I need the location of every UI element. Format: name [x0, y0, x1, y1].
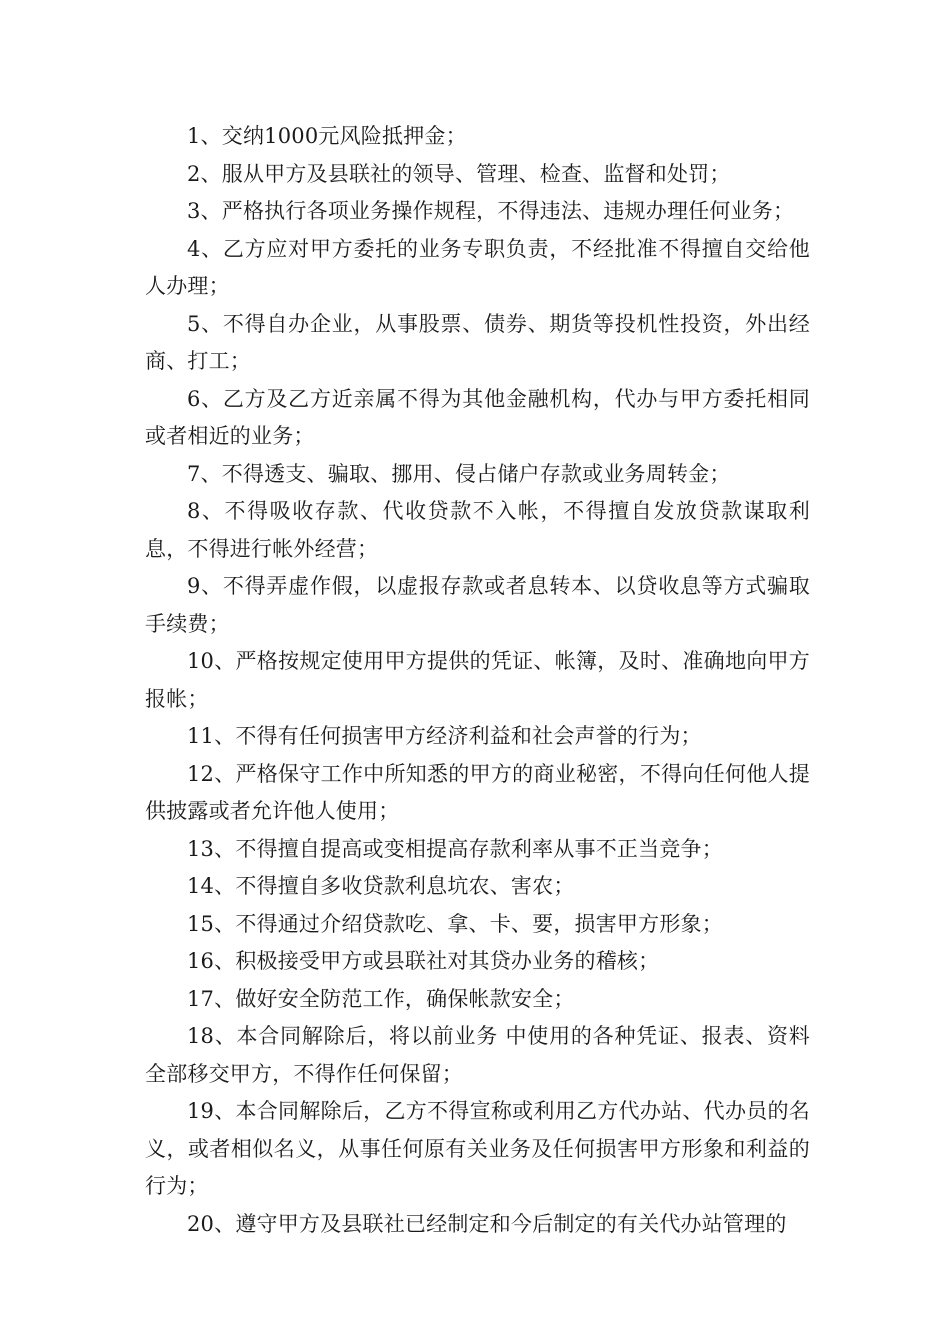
- clause-1: 1、交纳1000元风险抵押金；: [187, 124, 467, 148]
- clause-16: 16、积极接受甲方或县联社对其贷办业务的稽核；: [187, 949, 660, 973]
- clause-3: 3、严格执行各项业务操作规程，不得违法、违规办理任何业务；: [187, 199, 795, 223]
- clause-5: 5、不得自办企业，从事股票、债券、期货等投机性投资，外出经商、打工；: [145, 311, 810, 373]
- clause-12: 12、严格保守工作中所知悉的甲方的商业秘密，不得向任何他人提供披露或者允许他人使用；: [145, 761, 810, 823]
- clause-2: 2、服从甲方及县联社的领导、管理、检查、监督和处罚；: [187, 161, 731, 186]
- clause-10: 10、严格按规定使用甲方提供的凭证、帐簿，及时、准确地向甲方报帐；: [145, 649, 810, 711]
- document-body: [145, 118, 810, 1243]
- clause-18: 18、本合同解除后，将以前业务 中使用的各种凭证、报表、资料全部移交甲方，不得作任何保留；: [145, 1024, 810, 1086]
- clause-7: 7、不得透支、骗取、挪用、侵占储户存款或业务周转金；: [187, 461, 731, 486]
- clause-11: 11、不得有任何损害甲方经济利益和社会声誉的行为；: [187, 724, 702, 748]
- clause-9: 9、不得弄虚作假，以虚报存款或者息转本、以贷收息等方式骗取手续费；: [145, 574, 810, 636]
- clause-17: 17、做好安全防范工作，确保帐款安全；: [187, 986, 575, 1011]
- clause-13: 13、不得擅自提高或变相提高存款利率从事不正当竞争；: [187, 836, 723, 861]
- clause-6: 6、乙方及乙方近亲属不得为其他金融机构，代办与甲方委托相同或者相近的业务；: [145, 386, 810, 448]
- clause-4: 4、乙方应对甲方委托的业务专职负责，不经批准不得擅自交给他人办理；: [145, 236, 810, 298]
- clause-8: 8、不得吸收存款、代收贷款不入帐，不得擅自发放贷款谋取利息，不得进行帐外经营；: [145, 499, 810, 561]
- clause-14: 14、不得擅自多收贷款利息坑农、害农；: [187, 874, 575, 898]
- clause-19: 19、本合同解除后，乙方不得宣称或利用乙方代办站、代办员的名义，或者相似名义，从事任何原有关业务及任何损害甲方形象和利益的行为；: [145, 1099, 810, 1198]
- clause-15: 15、不得通过介绍贷款吃、拿、卡、要，损害甲方形象；: [187, 911, 723, 936]
- clause-20: 20、遵守甲方及县联社已经制定和今后制定的有关代办站管理的: [187, 1211, 787, 1236]
